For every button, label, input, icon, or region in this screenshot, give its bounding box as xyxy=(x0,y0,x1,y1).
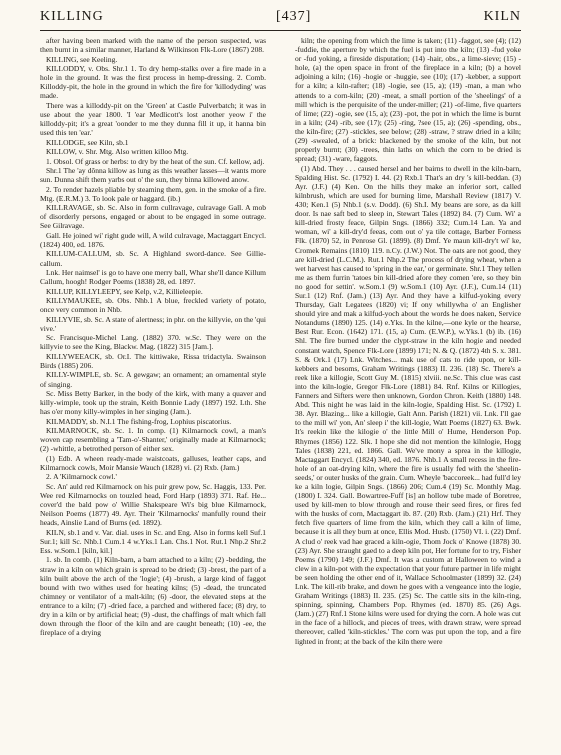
entry-paragraph: KILLRAVAGE, sb. Sc. Also in form cullravage, culravage Gall. A mob of disorderly persons, engaged or about to be engaged in some outrage. See Gilravage. xyxy=(40,203,266,231)
header-right-word: KILN xyxy=(483,9,521,24)
left-column xyxy=(40,36,266,747)
entry-paragraph: Shr.1 The 'ay dŏnna killow as lung as this weather lasses—it wants more sun. Dunna shift them yarbs out o' the sun, they binna killowed anow. xyxy=(40,166,266,185)
entry-paragraph: KILMARNOCK, sb. Sc. 1. In comp. (1) Kilmarnock cowl, a man's woven cap resembling a 'Tam-o'-Shanter,' originally made at Kilmarnock; (2) -whittle, a betrothed person of either sex. xyxy=(40,426,266,454)
entry-paragraph: 2. A 'Kilmarnock cowl.' xyxy=(46,472,117,482)
header-left-word: KILLING xyxy=(40,9,104,24)
entry-paragraph: KILLUP, KILLYLEEPY, see Kelp, v.2, Killieleepie. xyxy=(46,286,203,296)
entry-paragraph: Sc. Miss Betty Barker, in the body of the kirk, with many a quaver and killy-wimple, took up the strain, Keith Bonnie Lady (1897) 192. Lth. She has o'er mony killy-wimples in her singing (Jam.). xyxy=(40,388,266,417)
entry-paragraph: KILLOW, v. Shr. Mtg. Also written killoo Mtg. xyxy=(46,147,189,157)
entry-paragraph: (1) Abd. They . . . caused hersel and her bairns to dwell in the kiln-barn, Spalding Hist. Sc. (1792) I. 44. (2) Rxb.1 That's an dry 's kill-beddan. (3) Ayr. (J.F.) (4) Ken. On the hills they make an inferior sort, called kilnbrush, which are used for burning lime, Marshall Review (1817) V. 430; Ken.1 (5) Nhb.1 (s.v. Dodd). (6) Sh.I. My beans are sore, as da kill door. Is nae saft bed to sleep in, Stewart Tales (1892) 84. (7) Cum. Wi' a kill-dried frosty feace, Gilpin Sngs. (1866) 332; Cum.14 Lan. Ya and woman, wi' a kill-dry'd feeas, com out o' ya tile cottage, Barber Forness Flk. (1870) 52, in Penrose Gl. (1899). (8) Dmf. Ye maun kill-dry't wi' ke, Cromek Remains (1810) 119. n.Cy. (J.W.) Not. The oats are not good, they are kill-dried (L.C.M.). Rut.1 Nhp.2 The process of drying wheat, when a wet harvest has caused to 'spring in the ear,' or germinate. Shr.1 They tellen me as them furrin 'tatoes bin kill-dried afore they comen 'ere, so they bin no good for settin'. w.Som.1 (9) w.Som.1 (10) Ayr. (J.F.), Cum.14 (11) Sur.1 (12) Rnf. (Jam.) (13) Ayr. And they have a kilfud-yoking every Thursday, Galt Legatees (1820) vi; If ony whillywha o' an Englisher should yire and mak a kilfud-yoch about the words he does naken, Service Notandums (1890) 125. (14) e.Yks. In the kilne,—one kyle or the hearse, Best Rur. Econ. (1642) 171. (15, a) Cum. (E.W.P.), w.Yks.1 (b) ib. (16) Shl. The fire burned under the clypt-straw in the kiln hogie and needed constant watch, Spence Flk-Lore (1899) 171; N. & Q. (1872) 4th S. x. 381. S. & Ork.1 (17) Lnk. Witches... mak use of cats to ride upon, or kill-kebbers and besoms, Graham Writings (1883) II. 236. (18) Sc. There's a reek like a killogie, Scott Guy M. (1815) xlviii. ne.Sc. This clue was cast into the kiln-logie, Gregor Flk-Lore (1881) 84. Rnf. Kilns or Killogies, Fanners and Sifters were then unknown, Gordon Chron. Keith (1880) 148. Abd. This night he was laid in the kiln-logie, Spalding Hist. Sc. (1792) I. 38. Ayr. Blazing... like a killogie, Galt Ann. Parish (1821) vii. Lnk. I'll gae to the mill wi' yon, An' sleep i' the kill-logie, Watt Poems (1827) 63. Bwk. It's reekin like the kilogie o' the little Mill o' Hume, Henderson Pop. Rhymes (1856) 122. Slk. I hope she did not mention the kilnlogie, Hogg Tales (1838) 221, ed. 1866. Gall. We've mony a sprea in the killogie, Mactaggart Encycl. (1824) 340, ed. 1876. Nhb.1 A small recess in the fire-hole of an oat-drying kiln, where the fire is usually fed with the 'sheelin-seeds,' or outer husks of the grain. Cum. Wheyle 'baccoreek... had full'd ley ke a kiln logie, Gilpin Sngs. (1866) 206; Cum.4 (19) Sc. Monthly Mag. (1800) I. 324. Gall. Bowartree-Fuff [is] an hollow tube made of Boretree, used by kill-men to blow through and rouse their seed fires, or fires fed with the husks of corn, Mactaggart ib. 87. (20) Rxb. (Jam.) (21) Hrf. They fetch five quarters of lime from the kiln, which they call a kiln of lime, because it is all they burn at once, Ellis Mod. Husb. (1750) VI. i. (22) Dmf. A clud o' reek vad hae graced a kiln-ogie, Thom Jock o' Knowe (1878) 30. (23) Ayr. She straught gaed to a deep kiln pot, Her fortune for to try, Fisher Poems (1790) 149; (J.F.) Dmf. It was a custom at Halloween to wind a clew in a kiln-pot with the expectation that your future partner in life might be seen holding the other end of it, Wallace Schoolmaster (1899) 32. (24) Lnk. The kill-rib brake, and down he goes with a vengeance into the logie, Graham Writings (1883) II. 235. (25) Sc. The cattle sits in the kiln-ring, spinning, spinning, Chambers Pop. Rhymes (ed. 1870) 85. (26) Ags. (Jam.) (27) Rnf.1 Stone kilns were used for drying the corn. A hole was cut in the face of a hillock, and pieces of trees, with drawn straw, were spread thereover, called 'kiln-stickles.' The corn was put upon the top, and a fire lighted in front; at the back of the kiln there were xyxy=(295,163,521,646)
entry-paragraph: KILLY-WIMPLE, sb. Sc. A gewgaw; an ornament; an ornamental style of singing. xyxy=(40,370,266,389)
right-column xyxy=(295,36,521,747)
entry-paragraph: There was a killoddy-pit on the 'Green' at Castle Pulverbatch; it was in use about the year 1800. 'I 'ear Medlicott's lost another yeow i' the killoddy-pit; it's a great 'oonder to me they dunna fill it up, it hanna bin used this ten 'ear.' xyxy=(40,100,266,138)
page-number: [437] xyxy=(276,9,312,24)
entry-paragraph: (1) Edb. A wheen ready-made waistcoats, galluses, leather caps, and Kilmarnock cowls, Moir Mansie Wauch (1828) vi. (2) Rxb. (Jam.) xyxy=(40,453,266,472)
entry-paragraph: KILN, sb.1 and v. Var. dial. uses in Sc. and Eng. Also in forms kell Suf.1 Sur.1; kill Sc. Nhb.1 Cum.1 4 w.Yks.1 Lan. Chs.1 Not. Rut.1 Nhp.2 Shr.2 Ess. w.Som.1 [kiln, kil.] xyxy=(40,527,266,555)
running-header xyxy=(40,8,521,26)
entry-paragraph: Sc. Francisque-Michel Lang. (1882) 370. w.Sc. They were on the killyvie to see the King, Blackw. Mag. (1822) 315 [Jam.]. xyxy=(40,333,266,352)
header-rule xyxy=(40,30,521,31)
entry-paragraph: KILLUM-CALLUM, sb. Sc. A Highland sword-dance. See Gillie-callum. xyxy=(40,249,266,268)
entry-paragraph: KILMADDY, sb. N.I.1 The fishing-frog, Lophius piscatorius. xyxy=(46,416,232,426)
entry-paragraph: kiln; the opening from which the lime is taken; (11) -faggot, see (4); (12) -fuddie, the aperture by which the fuel is put into the kiln; (13) -fud yoke or -fud yoking, a fireside disputation; (14) -hair, obs., a lime-sieve; (15) -hole, (a) the open space in front of the fireplace in a kiln; (b) a hovel adjoining a kiln; (16) -hogie or -huggie, see (10); (17) -kebber, a support for a kiln; a kiln-rafter; (18) -logie, see (15, a); (19) -man, a man who attends to a corn-kiln; (20) -meat, a small portion of the 'sheelings' of a mill which is the perquisite of the under-miller; (21) -of-lime, five quarters of lime; (22) -ogie, see (15, a); (23) -pot, the pot in which the lime is burnt in a kiln; (24) -rib, see (17); (25) -ring, ?see (15, a); (26) -spending, obs., the kiln-fire; (27) -stickles, see below; (28) -straw, ? straw dried in a kiln; (29) -swealed, of a brick: blackened by the smoke of the kiln, but not properly burnt; (30) -trees, thin laths on which the corn to be dried is spread; (31) -ware, faggots. xyxy=(295,36,521,164)
entry-paragraph: KILLYVIE, sb. Sc. A state of alertness; in phr. on the killyvie, on the 'qui vive.' xyxy=(40,314,266,333)
entry-paragraph: Sc. An' auld red Kilmarnock on his puir grew pow, Sc. Haggis, 133. Per. Wee red Kilmarnocks on touzled head, Ford Harp (1893) 371. Raf. He... cover'd the bald pow o' Willie Shakspeare Wi's big blue Kilmarnock, Neilson Poems (1877) 49. Ayr. Their 'Kilmarnocks' manfully round their heads, Ainslie Land of Burns (ed. 1892). xyxy=(40,481,266,528)
entry-paragraph: KILLYMAUKEE, sb. Obs. Nhb.1 A blue, freckled variety of potato, once very common in Nhb. xyxy=(40,296,266,315)
entry-paragraph: Gall. He joined wi' right gude will, A wild culravage, Mactaggart Encycl. (1824) 400, ed. 1876. xyxy=(40,230,266,249)
entry-paragraph: 2. To render hazels pliable by steaming them, gen. in the smoke of a fire. Mtg. (E.R.M.) 3. To look pale or haggard. (ib.) xyxy=(40,184,266,203)
entry-paragraph: Lnk. Her naimsel' is go to have one merry ball, Whar she'll dance Killum Callum, hoogh! Rodger Poems (1838) 28, ed. 1897. xyxy=(40,268,266,287)
entry-paragraph: KILLODGE, see Kiln, sb.1 xyxy=(46,137,129,147)
entry-paragraph: KILLODDY, v. Obs. Shr.1 1. To dry hemp-stalks over a fire made in a hole in the ground. It was the first process in hemp-dressing. 2. Comb. Killoddy-pit, the hole in the ground in which the fire for 'killodyding' was made. xyxy=(40,64,266,101)
entry-paragraph: KILLING, see Keeling. xyxy=(46,54,118,64)
entry-paragraph: KILLYWEEACK, sb. Or.I. The kittiwake, Rissa tridactyla. Swainson Birds (1885) 206. xyxy=(40,351,266,370)
entry-paragraph: 1. Obsol. Of grass or herbs: to dry by the heat of the sun. Cf. kellow, adj. xyxy=(46,156,265,166)
entry-paragraph: 1. sb. In comb. (1) Kiln-barn, a barn attached to a kiln; (2) -bedding, the straw in a kiln on which grain is spread to be dried; (3) -brest, the part of a kiln built above the arch of the 'logie'; (4) -brush, a large kind of faggot bound with two withes used for heating kilns; (5) -dead, the truncated chimney or ventilator of a malt-kiln; (6) -door, the elevated steps at the entrance to a kiln; (7) -dried face, a parched and withered face; (8) dry, to dry in a kiln or by artificial heat; (9) -dust, the chaffings of malt which fall down through the floor of the kiln and are caught beneath; (10) -ee, the fireplace of a drying xyxy=(40,555,266,638)
entry-paragraph: after having been marked with the name of the person suspected, was then burnt in a similar manner, Harland & Wilkinson Flk-Lore (1867) 208. xyxy=(40,36,266,55)
